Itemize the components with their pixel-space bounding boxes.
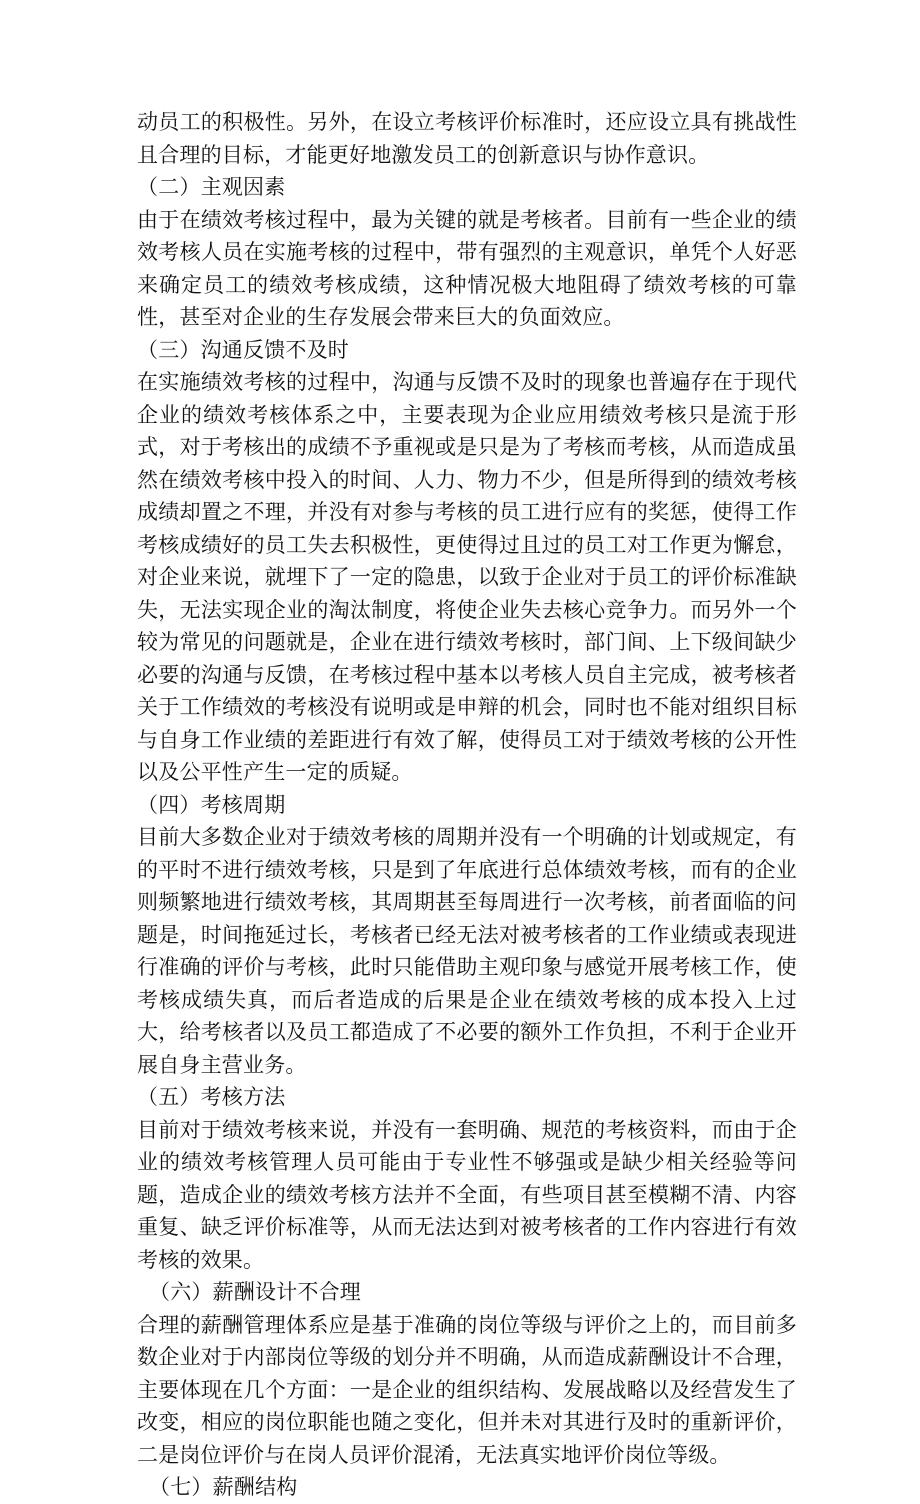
paragraph-salary-design: 合理的薪酬管理体系应是基于准确的岗位等级与评价之上的，而目前多数企业对于内部岗位等级的划分并不明确，从而造成薪酬设计不合理，主要体现在几个方面：一是企业的组织结构、发展战略以及经营发生了改变，相应的岗位职能也随之变化，但并未对其进行及时的重新评价，二是岗位评价与在岗人员评价混淆，无法真实地评价岗位等级。	[137, 1312, 797, 1467]
paragraph-appraisal-method: 目前对于绩效考核来说，并没有一套明确、规范的考核资料，而由于企业的绩效考核管理人员可能由于专业性不够强或是缺少相关经验等问题，造成企业的绩效考核方法并不全面，有些项目甚至模糊不清、内容重复、缺乏评价标准等，从而无法达到对被考核者的工作内容进行有效考核的效果。	[137, 1117, 797, 1272]
paragraph-communication-feedback: 在实施绩效考核的过程中，沟通与反馈不及时的现象也普遍存在于现代企业的绩效考核体系之中，主要表现为企业应用绩效考核只是流于形式，对于考核出的成绩不予重视或是只是为了考核而考核，从而造成虽然在绩效考核中投入的时间、人力、物力不少，但是所得到的绩效考核成绩却置之不理，并没有对参与考核的员工进行应有的奖惩，使得工作考核成绩好的员工失去积极性，更使得过且过的员工对工作更为懈怠，对企业来说，就埋下了一定的隐患，以致于企业对于员工的评价标准缺失，无法实现企业的淘汰制度，将使企业失去核心竞争力。而另外一个较为常见的问题就是，企业在进行绩效考核时，部门间、上下级间缺少必要的沟通与反馈，在考核过程中基本以考核人员自主完成，被考核者关于工作绩效的考核没有说明或是申辩的机会，同时也不能对组织目标与自身工作业绩的差距进行有效了解，使得员工对于绩效考核的公开性以及公平性产生一定的质疑。	[137, 370, 797, 784]
document-body	[137, 106, 797, 1504]
paragraph-subjective-factors: 由于在绩效考核过程中，最为关键的就是考核者。目前有一些企业的绩效考核人员在实施考核的过程中，带有强烈的主观意识，单凭个人好恶来确定员工的绩效考核成绩，这种情况极大地阻碍了绩效考核的可靠性，甚至对企业的生存发展会带来巨大的负面效应。	[137, 207, 797, 329]
heading-salary-design: （六）薪酬设计不合理	[149, 1280, 361, 1304]
heading-subjective-factors: （二）主观因素	[137, 175, 286, 199]
heading-salary-structure: （七）薪酬结构	[149, 1475, 298, 1499]
heading-appraisal-method: （五）考核方法	[137, 1085, 286, 1109]
heading-communication-feedback: （三）沟通反馈不及时	[137, 337, 349, 362]
paragraph-appraisal-cycle: 目前大多数企业对于绩效考核的周期并没有一个明确的计划或规定，有的平时不进行绩效考核，只是到了年底进行总体绩效考核，而有的企业则频繁地进行绩效考核，其周期甚至每周进行一次考核，前者面临的问题是，时间拖延过长，考核者已经无法对被考核者的工作业绩或表现进行准确的评价与考核，此时只能借助主观印象与感觉开展考核工作，使考核成绩失真，而后者造成的后果是企业在绩效考核的成本投入上过大，给考核者以及员工都造成了不必要的额外工作负担，不利于企业开展自身主营业务。	[137, 825, 797, 1077]
heading-appraisal-cycle: （四）考核周期	[137, 792, 286, 817]
paragraph-intro-continuation: 动员工的积极性。另外，在设立考核评价标准时，还应设立具有挑战性且合理的目标，才能更好地激发员工的创新意识与协作意识。	[137, 110, 797, 167]
